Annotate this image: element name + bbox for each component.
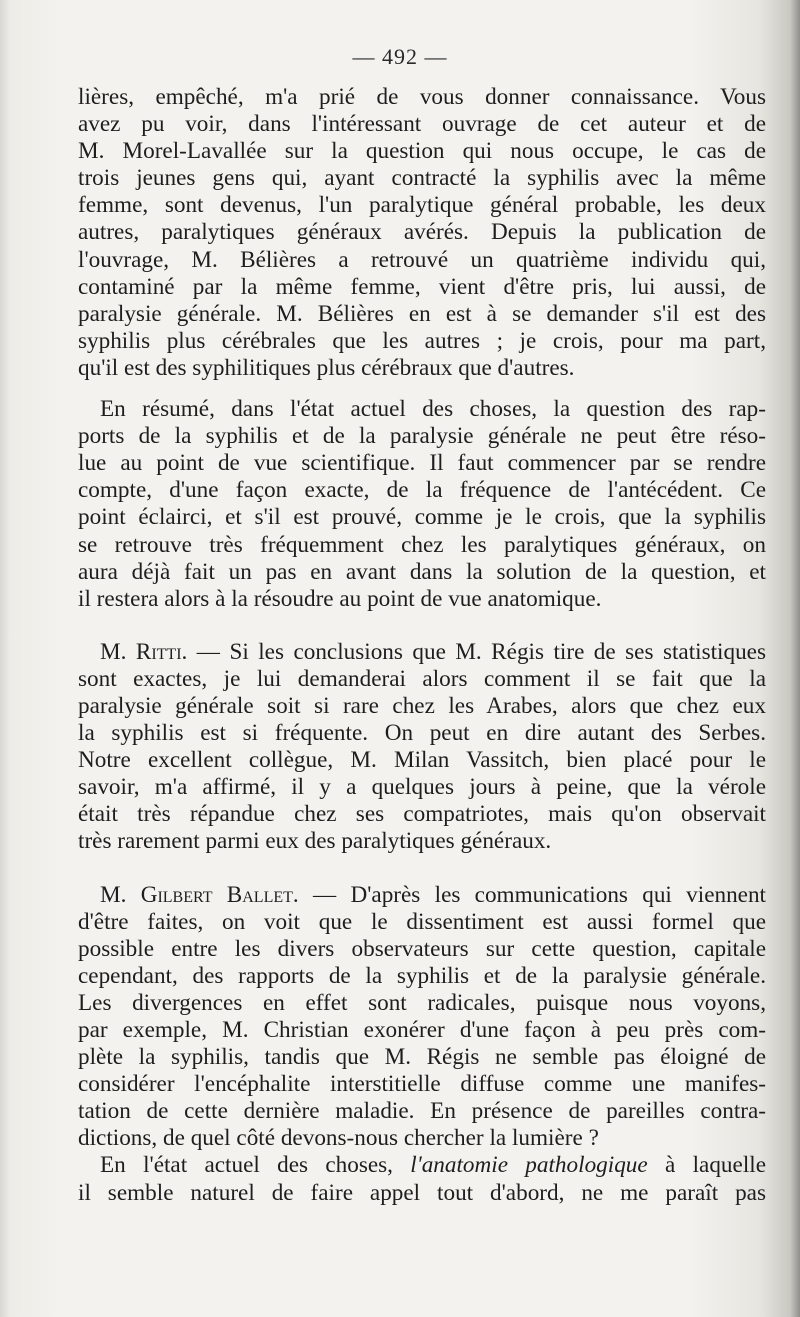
text-line: dictions, de quel côté devons-nous chercher la lumière ? [78, 1125, 599, 1152]
page-edge-shadow [0, 0, 10, 1317]
text-run: En l'état actuel des choses, [100, 1152, 411, 1179]
text-run: — D'après les communications qui viennent [298, 881, 767, 908]
text-line: l'ouvrage, M. Bélières a retrouvé un quatrième individu qui, [78, 246, 766, 273]
text-line: d'être faites, on voit que le dissentiment est aussi formel que [78, 908, 766, 935]
text-line: avez pu voir, dans l'intéressant ouvrage de cet auteur et de [78, 111, 766, 138]
text-line: sont exactes, je lui demanderai alors comment il se fait que la [78, 665, 766, 692]
text-line: En résumé, dans l'état actuel des choses, la question des rap- [100, 396, 766, 423]
text-line [78, 882, 766, 909]
text-line: autres, paralytiques généraux avérés. Depuis la publication de [78, 219, 766, 246]
italic-term: l'anatomie pathologique [410, 1152, 648, 1179]
text-line: M. Morel-Lavallée sur la question qui nous occupe, le cas de [78, 138, 766, 165]
text-line: lue au point de vue scientifique. Il faut commencer par se rendre [78, 450, 766, 477]
paragraph-gilbert-ballet [78, 882, 766, 1153]
text-line: se retrouve très fréquemment chez les paralytiques généraux, on [78, 531, 766, 558]
text-line: la syphilis est si fréquente. On peut en dire autant des Serbes. [78, 720, 766, 747]
text-line: cependant, des rapports de la syphilis et de la paralysie générale. [78, 962, 766, 989]
text-line: contaminé par la même femme, vient d'être pris, lui aussi, de [78, 273, 766, 300]
text-line: considérer l'encéphalite interstitielle diffuse comme une manifes- [78, 1071, 766, 1098]
text-line: il restera alors à la résoudre au point de vue anatomique. [78, 585, 602, 612]
text-run: — Si les conclusions que M. Régis tire de ses statistiques [187, 638, 766, 665]
paragraph-1 [78, 84, 766, 382]
text-line: femme, sont devenus, l'un paralytique général probable, les deux [78, 192, 766, 219]
text-line: syphilis plus cérébrales que les autres ; je crois, pour ma part, [78, 327, 766, 354]
text-line: très rarement parmi eux des paralytiques généraux. [78, 828, 552, 855]
text-line: était très répandue chez ses compatriotes, mais qu'on observait [78, 801, 766, 828]
text-column [78, 84, 766, 1207]
text-line: possible entre les divers observateurs sur cette question, capitale [78, 935, 766, 962]
paragraph-ritti [78, 639, 766, 856]
text-line: savoir, m'a affirmé, il y a quelques jours à peine, que la vérole [78, 774, 766, 801]
text-line: plète la syphilis, tandis que M. Régis ne semble pas éloigné de [78, 1044, 766, 1071]
text-line: par exemple, M. Christian exonérer d'une façon à peu près com- [78, 1017, 766, 1043]
text-line: tation de cette dernière maladie. En présence de pareilles contra- [78, 1098, 766, 1125]
text-line: lières, empêché, m'a prié de vous donner connaissance. Vous [78, 84, 766, 110]
text-line: aura déjà fait un pas en avant dans la solution de la question, et [78, 558, 766, 585]
text-line: ports de la syphilis et de la paralysie générale ne peut être réso- [78, 423, 766, 450]
paragraph-2 [78, 396, 766, 613]
speaker-name: M. Ritti. [100, 638, 188, 665]
text-line: trois jeunes gens qui, ayant contracté la syphilis avec la même [78, 165, 766, 192]
text-line: paralysie générale. M. Bélières en est à se demander s'il est des [78, 300, 766, 327]
text-line: il semble naturel de faire appel tout d'abord, ne me paraît pas [78, 1179, 766, 1206]
text-line: point éclairci, et s'il est prouvé, comme je le crois, que la syphilis [78, 504, 766, 531]
text-line [78, 1152, 766, 1179]
text-line: paralysie générale soit si rare chez les Arabes, alors que chez eux [78, 692, 766, 719]
text-line [78, 639, 766, 666]
page-number: — 492 — [352, 44, 448, 69]
speaker-name: M. Gilbert Ballet. [100, 881, 299, 908]
paragraph-5 [78, 1152, 766, 1206]
text-line: Les divergences en effet sont radicales, puisque nous voyons, [78, 989, 766, 1016]
text-line: qu'il est des syphilitiques plus cérébraux que d'autres. [78, 354, 575, 381]
text-run: à laquelle [647, 1152, 766, 1179]
text-line: Notre excellent collègue, M. Milan Vassitch, bien placé pour le [78, 747, 766, 774]
text-line: compte, d'une façon exacte, de la fréquence de l'antécédent. Ce [78, 477, 766, 504]
